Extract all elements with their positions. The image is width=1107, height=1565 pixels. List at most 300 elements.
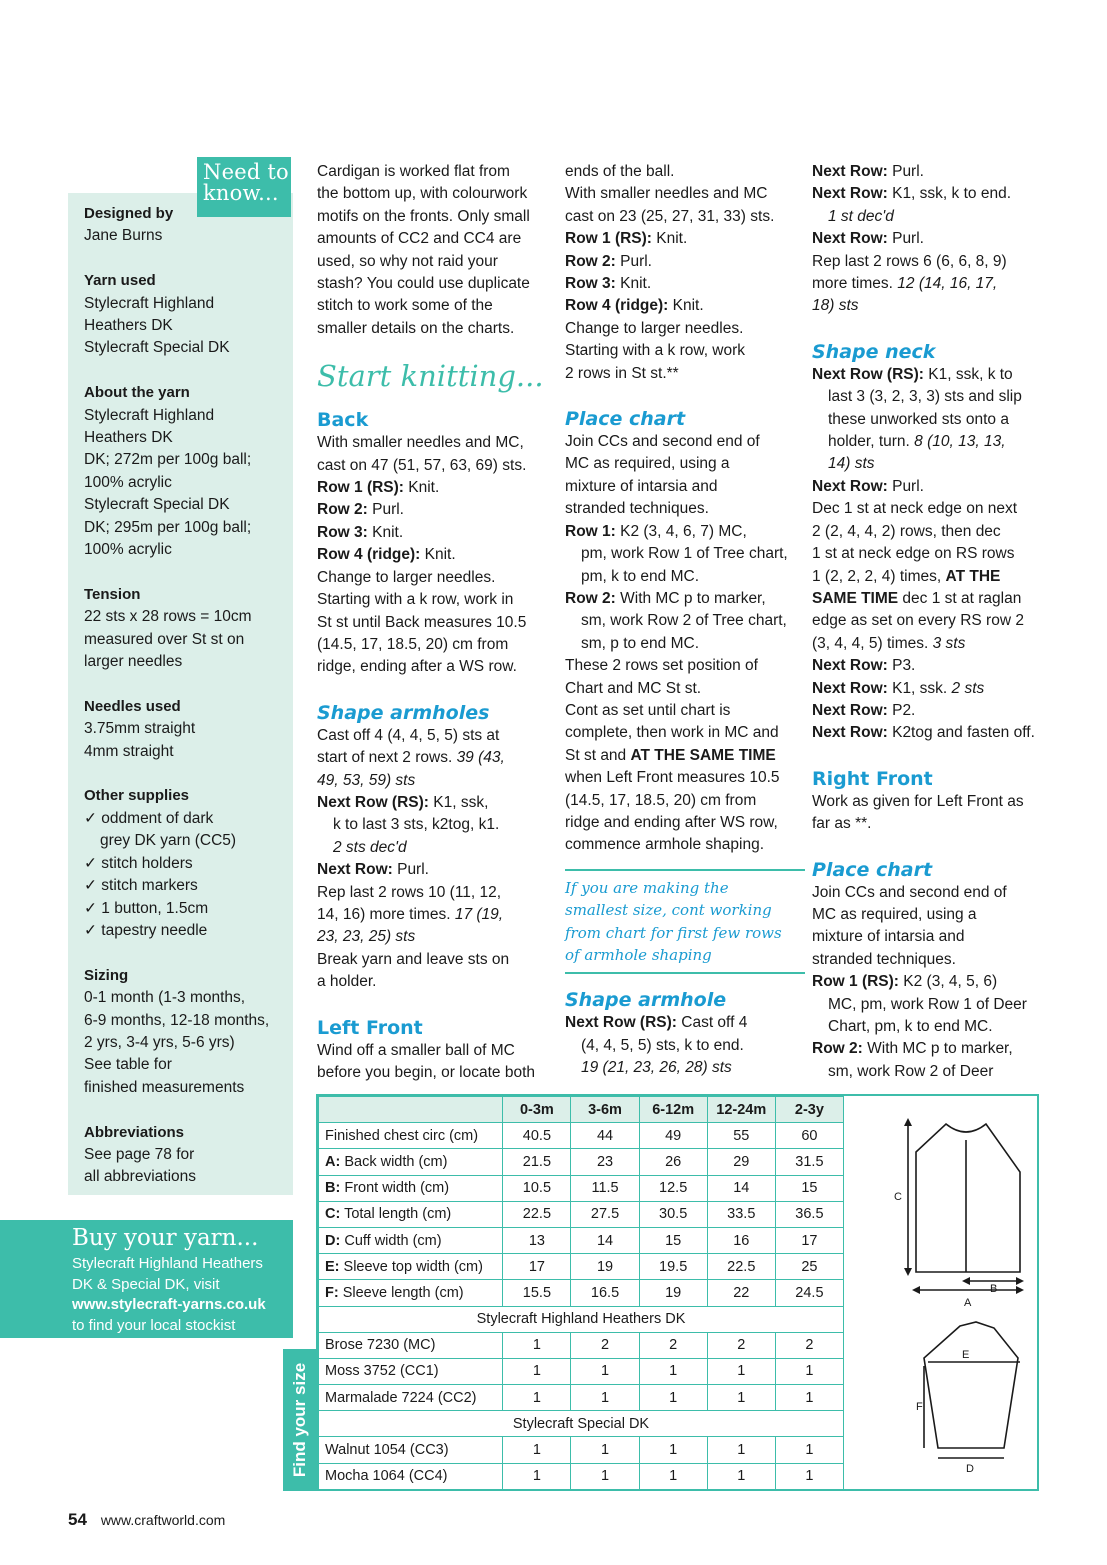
row-label-cell [319, 1123, 503, 1149]
row-label: Row 1: [565, 522, 616, 540]
row-label: Next Row: [812, 185, 888, 203]
row-text: With MC p to marker, [615, 589, 766, 607]
text-line: St st until Back measures 10.5 [317, 613, 527, 631]
yarn-subheader: Stylecraft Highland Heathers DK [319, 1306, 844, 1332]
row-instruction [317, 792, 557, 814]
text-line: (4, 4, 5, 5) sts, k to end. [581, 1036, 744, 1054]
text-line: Change to larger needles. [565, 319, 744, 337]
value-cell: 15.5 [503, 1280, 571, 1306]
table-row [319, 1149, 844, 1175]
sidebar-section-title: Designed by [84, 205, 174, 222]
text-line: mixture of intarsia and [565, 477, 718, 495]
sidebar-line: DK; 272m per 100g ball; [84, 451, 252, 469]
row-text: Purl. [887, 230, 924, 248]
row-label: Total length (cm) [340, 1206, 452, 1223]
emphasis: SAME TIME [812, 589, 899, 607]
value-cell: 10.5 [503, 1175, 571, 1201]
row-instruction [812, 364, 1052, 386]
row-text: Purl. [392, 861, 429, 879]
row-label: Sleeve length (cm) [338, 1284, 464, 1301]
value-cell: 1 [503, 1385, 571, 1411]
row-text: P3. [887, 657, 916, 675]
value-cell: 44 [571, 1123, 639, 1149]
row-text: With MC p to marker, [862, 1040, 1013, 1058]
dimension-letter: C: [325, 1206, 341, 1223]
text-line: stash? You could use duplicate [317, 275, 530, 293]
diagram-label-a: A [964, 1297, 972, 1309]
supply-item: ✓ stitch markers [84, 877, 198, 895]
value-cell: 21.5 [503, 1149, 571, 1175]
page-number: 54 [68, 1510, 87, 1529]
value-cell: 15 [775, 1175, 843, 1201]
badge-line: know... [203, 181, 279, 205]
arrow-head [1016, 1277, 1024, 1285]
value-cell: 1 [571, 1385, 639, 1411]
text-line: With smaller needles and MC [565, 185, 768, 203]
value-cell: 17 [775, 1227, 843, 1253]
value-cell: 33.5 [707, 1201, 775, 1227]
stitch-count: 12 (14, 16, 17, [897, 275, 998, 293]
value-cell: 1 [503, 1358, 571, 1384]
row-label: Next Row (RS): [317, 793, 429, 811]
diagram-label-c: C [894, 1191, 902, 1203]
row-label-cell [319, 1358, 503, 1384]
row-label: Next Row: [317, 861, 393, 879]
row-label: Row 2: [317, 501, 368, 519]
column-2 [565, 161, 805, 1080]
value-cell: 23 [571, 1149, 639, 1175]
text-line: Work as given for Left Front as [812, 792, 1024, 810]
text-line: cast on 23 (25, 27, 31, 33) sts. [565, 207, 775, 225]
row-instruction [565, 273, 805, 295]
text-line: these unworked sts onto a [828, 410, 1009, 428]
sidebar-section [84, 785, 289, 942]
row-label-cell [319, 1463, 503, 1489]
sidebar-line: 22 sts x 28 rows = 10cm [84, 608, 252, 626]
text-span: more times. [812, 275, 898, 293]
column-1 [317, 161, 557, 1084]
back-heading: Back [317, 409, 369, 432]
value-cell: 49 [639, 1123, 707, 1149]
row-label: Moss 3752 (CC1) [325, 1363, 439, 1380]
row-text: K1, ssk, k to [923, 365, 1013, 383]
sidebar-line: all abbreviations [84, 1168, 197, 1186]
row-label: Mocha 1064 (CC4) [325, 1468, 448, 1485]
text-line: stranded techniques. [812, 950, 956, 968]
shape-neck-heading: Shape neck [812, 340, 936, 363]
value-cell: 19 [571, 1254, 639, 1280]
value-cell: 16 [707, 1227, 775, 1253]
value-cell: 36.5 [775, 1201, 843, 1227]
text-line: ends of the ball. [565, 163, 675, 180]
row-instruction [317, 544, 557, 566]
text-line: edge as set on every RS row 2 [812, 612, 1024, 630]
row-text: Purl. [367, 501, 404, 519]
text-line: Starting with a k row, work in [317, 591, 514, 609]
value-cell: 1 [775, 1385, 843, 1411]
text-line: the bottom up, with colourwork [317, 185, 528, 203]
row-label-cell [319, 1201, 503, 1227]
text-line: sm, work Row 2 of Deer [828, 1062, 994, 1080]
table-row [319, 1254, 844, 1280]
supply-item: ✓ oddment of dark [84, 809, 214, 827]
value-cell: 1 [571, 1358, 639, 1384]
buy-line: to find your local stockist [72, 1316, 236, 1334]
row-label-cell [319, 1332, 503, 1358]
text-line [812, 273, 1052, 295]
value-cell: 1 [639, 1385, 707, 1411]
value-cell: 27.5 [571, 1201, 639, 1227]
row-instruction [565, 521, 805, 543]
arrow-head [904, 1268, 912, 1276]
stitch-count: 23, 23, 25) sts [317, 928, 416, 946]
text-line: mixture of intarsia and [812, 928, 965, 946]
sidebar-line: 100% acrylic [84, 541, 172, 559]
sidebar-section-title: Sizing [84, 966, 129, 984]
row-instruction [812, 1038, 1052, 1060]
row-label: Row 2: [565, 252, 616, 270]
row-text: K1, ssk, [428, 793, 489, 811]
text-line: cast on 47 (51, 57, 63, 69) sts. [317, 456, 527, 474]
shape-armhole-heading: Shape armhole [565, 989, 727, 1012]
value-cell: 19.5 [639, 1254, 707, 1280]
row-text: Knit. [403, 479, 440, 497]
value-cell: 12.5 [639, 1175, 707, 1201]
value-cell: 17 [503, 1254, 571, 1280]
value-cell: 1 [571, 1463, 639, 1489]
column-3 [812, 161, 1052, 1083]
text-line: smaller details on the charts. [317, 319, 515, 337]
row-label: Next Row (RS): [565, 1014, 677, 1032]
sidebar-line: Stylecraft Highland [84, 294, 215, 312]
dimension-letter: A: [325, 1153, 341, 1170]
value-cell: 1 [503, 1463, 571, 1489]
supply-item: ✓ 1 button, 1.5cm [84, 899, 209, 917]
yarn-subheader-row [319, 1306, 844, 1332]
value-cell: 26 [639, 1149, 707, 1175]
text-line: Join CCs and second end of [565, 433, 760, 451]
row-instruction [812, 183, 1052, 205]
text-line: MC as required, using a [812, 905, 977, 923]
diagram-label-d: D [966, 1463, 974, 1475]
row-text: P2. [887, 701, 916, 719]
sidebar-line: Heathers DK [84, 429, 173, 447]
sidebar-line: Stylecraft Special DK [84, 496, 230, 514]
row-instruction [812, 161, 1052, 183]
emphasis: AT THE SAME TIME [630, 746, 776, 764]
value-cell: 1 [707, 1358, 775, 1384]
text-line: k to last 3 sts, k2tog, k1. [333, 816, 500, 834]
buy-your-yarn-box [0, 1220, 293, 1338]
text-line [317, 747, 557, 769]
row-label: Row 3: [317, 523, 368, 541]
row-label: Walnut 1054 (CC3) [325, 1442, 449, 1459]
row-label-cell [319, 1149, 503, 1175]
row-label: Next Row (RS): [812, 365, 924, 383]
dimension-letter: B: [325, 1180, 341, 1197]
value-cell: 13 [503, 1227, 571, 1253]
sidebar-line: See table for [84, 1056, 172, 1074]
row-text: K2 (3, 4, 5, 6) [898, 973, 998, 991]
row-text: Purl. [887, 477, 924, 495]
row-text: Purl. [887, 163, 924, 180]
value-cell: 1 [707, 1463, 775, 1489]
sidebar-line: DK; 295m per 100g ball; [84, 518, 252, 536]
right-front-heading: Right Front [812, 767, 933, 790]
text-line: Cast off 4 (4, 4, 5, 5) sts at [317, 726, 500, 744]
text-line: pm, k to end MC. [581, 567, 700, 585]
size-table [318, 1096, 844, 1490]
text-line: when Left Front measures 10.5 [565, 769, 780, 787]
row-label-cell [319, 1385, 503, 1411]
table-row [319, 1201, 844, 1227]
buy-url-link[interactable]: www.stylecraft-yarns.co.uk [72, 1296, 266, 1313]
column-header: 0-3m [503, 1097, 571, 1123]
value-cell: 1 [639, 1463, 707, 1489]
yarn-subheader: Stylecraft Special DK [319, 1411, 844, 1437]
text-line: ridge, ending after a WS row. [317, 658, 517, 676]
row-label-cell [319, 1437, 503, 1463]
value-cell: 14 [707, 1175, 775, 1201]
sidebar-section [84, 270, 289, 360]
column-header: 6-12m [639, 1097, 707, 1123]
value-cell: 1 [639, 1437, 707, 1463]
row-instruction [812, 678, 1052, 700]
note-line: If you are making the [565, 878, 729, 897]
value-cell: 24.5 [775, 1280, 843, 1306]
text-span: (3, 4, 4, 5) times. [812, 634, 933, 652]
value-cell: 16.5 [571, 1280, 639, 1306]
table-row [319, 1123, 844, 1149]
sidebar-section-title: Other supplies [84, 787, 190, 805]
note-line: smallest size, cont working [565, 901, 772, 920]
text-line: Chart, pm, k to end MC. [828, 1018, 993, 1035]
diagram-label-f: F [916, 1401, 923, 1413]
diagram-label-e: E [962, 1349, 970, 1361]
text-line: Dec 1 st at neck edge on next [812, 500, 1018, 518]
column-header: 3-6m [571, 1097, 639, 1123]
row-instruction [565, 251, 805, 273]
row-text: Knit. [668, 297, 704, 315]
sidebar-line: measured over St st on [84, 630, 245, 648]
text-line [317, 904, 557, 926]
value-cell: 60 [775, 1123, 843, 1149]
note-line: from chart for first few rows [565, 923, 782, 942]
value-cell: 2 [775, 1332, 843, 1358]
website-link[interactable]: www.craftworld.com [100, 1512, 226, 1528]
row-label: Next Row: [812, 163, 888, 180]
emphasis: AT THE [945, 567, 1001, 585]
text-line: used, so why not raid your [317, 252, 498, 270]
row-instruction [317, 499, 557, 521]
left-front-heading: Left Front [317, 1016, 423, 1039]
stitch-count: 14) sts [828, 455, 875, 473]
value-cell: 22.5 [707, 1254, 775, 1280]
row-label: Marmalade 7224 (CC2) [325, 1389, 477, 1406]
text-line: Rep last 2 rows 6 (6, 6, 8, 9) [812, 252, 1007, 270]
table-header-row [319, 1097, 844, 1123]
row-label-cell [319, 1280, 503, 1306]
row-instruction [317, 859, 557, 881]
stitch-count: 19 (21, 23, 26, 28) sts [581, 1059, 732, 1077]
text-line [812, 633, 1052, 655]
sidebar-section-title: About the yarn [84, 384, 190, 402]
row-label: Row 4 (ridge): [565, 297, 669, 315]
badge-line: Need to [203, 160, 289, 184]
row-instruction [812, 971, 1052, 993]
text-line: Change to larger needles. [317, 568, 496, 586]
value-cell: 1 [503, 1437, 571, 1463]
arrow-head [904, 1118, 912, 1126]
dimension-letter: D: [325, 1232, 341, 1249]
text-line: (14.5, 17, 18.5, 20) cm from [317, 635, 509, 653]
column-header: 2-3y [775, 1097, 843, 1123]
sidebar-line: 3.75mm straight [84, 720, 196, 738]
row-label: Row 3: [565, 275, 616, 293]
value-cell: 19 [639, 1280, 707, 1306]
row-label: Next Row: [812, 724, 888, 742]
value-cell: 1 [775, 1463, 843, 1489]
row-label: Front width (cm) [340, 1180, 450, 1197]
value-cell: 55 [707, 1123, 775, 1149]
smallest-size-note [565, 869, 805, 975]
row-instruction [565, 228, 805, 250]
supply-item: grey DK yarn (CC5) [100, 832, 237, 850]
row-label: Row 1 (RS): [812, 973, 899, 991]
row-label: Next Row: [812, 477, 888, 495]
stitch-count: 17 (19, [454, 905, 504, 923]
row-instruction [812, 722, 1052, 744]
value-cell: 1 [639, 1358, 707, 1384]
value-cell: 2 [639, 1332, 707, 1358]
find-your-size-tab [283, 1349, 317, 1491]
table-row [319, 1385, 844, 1411]
row-instruction [812, 700, 1052, 722]
text-line: stitch to work some of the [317, 297, 493, 315]
row-instruction [565, 1012, 805, 1034]
row-instruction [812, 655, 1052, 677]
text-line [812, 566, 1052, 588]
value-cell: 30.5 [639, 1201, 707, 1227]
row-label: Back width (cm) [340, 1153, 448, 1170]
row-text: K2 (3, 4, 6, 7) MC, [615, 522, 747, 540]
supply-item: ✓ tapestry needle [84, 921, 208, 939]
page-footer [68, 1510, 225, 1530]
sidebar-section [84, 1122, 289, 1189]
sidebar-section [84, 203, 289, 248]
text-span: holder, turn. [828, 433, 915, 451]
text-line: Join CCs and second end of [812, 883, 1007, 901]
sidebar-line: 4mm straight [84, 742, 174, 760]
yarn-subheader-row [319, 1411, 844, 1437]
text-span: dec 1 st at raglan [898, 589, 1022, 607]
row-label-cell [319, 1175, 503, 1201]
size-table-panel [316, 1094, 1039, 1491]
value-cell: 1 [707, 1437, 775, 1463]
shape-armholes-heading: Shape armholes [317, 701, 490, 724]
table-row [319, 1227, 844, 1253]
text-line [812, 588, 1052, 610]
row-text: K1, ssk, k to end. [887, 185, 1011, 203]
stitch-count: 18) sts [812, 297, 859, 315]
sidebar-line: Jane Burns [84, 227, 163, 245]
value-cell: 31.5 [775, 1149, 843, 1175]
text-line: sm, work Row 2 of Tree chart, [581, 612, 787, 630]
row-instruction [812, 476, 1052, 498]
text-line: Cont as set until chart is [565, 701, 731, 719]
sidebar-content [84, 203, 289, 1211]
column-header: 12-24m [707, 1097, 775, 1123]
value-cell: 11.5 [571, 1175, 639, 1201]
dimension-letter: F: [325, 1284, 339, 1301]
sidebar-section [84, 584, 289, 674]
row-label: Next Row: [812, 701, 888, 719]
text-line: Wind off a smaller ball of MC [317, 1041, 515, 1059]
table-row [319, 1175, 844, 1201]
value-cell: 2 [707, 1332, 775, 1358]
arrow-head [912, 1286, 920, 1294]
place-chart-heading: Place chart [565, 408, 686, 431]
text-line: Starting with a k row, work [565, 342, 746, 360]
value-cell: 1 [775, 1358, 843, 1384]
value-cell: 1 [571, 1437, 639, 1463]
table-row [319, 1358, 844, 1384]
value-cell: 2 [571, 1332, 639, 1358]
text-line: before you begin, or locate both [317, 1064, 536, 1081]
text-span: 14, 16) more times. [317, 905, 455, 923]
arrow-head [1016, 1286, 1024, 1294]
text-line: a holder. [317, 973, 377, 991]
sidebar-section [84, 965, 289, 1099]
row-label: Row 1 (RS): [317, 479, 404, 497]
row-text: Knit. [420, 546, 456, 564]
row-label: Finished chest circ (cm) [325, 1127, 479, 1144]
text-line: MC as required, using a [565, 455, 730, 473]
buy-line: Stylecraft Highland Heathers [72, 1255, 263, 1272]
stitch-count: 8 (10, 13, 13, [914, 433, 1006, 451]
text-line: commence armhole shaping. [565, 836, 765, 854]
note-line: of armhole shaping [565, 946, 712, 964]
text-line: (14.5, 17, 18.5, 20) cm from [565, 791, 757, 809]
row-label: Next Row: [812, 230, 888, 248]
sidebar-section-title: Yarn used [84, 272, 156, 290]
text-span: St st and [565, 746, 631, 764]
sidebar-line: Heathers DK [84, 317, 173, 335]
table-row [319, 1463, 844, 1489]
stitch-count: 1 st dec'd [828, 207, 894, 225]
row-text: Knit. [615, 275, 652, 293]
stitch-count: 2 sts [951, 679, 985, 697]
text-line: These 2 rows set position of [565, 657, 758, 675]
row-label: Brose 7230 (MC) [325, 1337, 436, 1354]
sidebar-line: Stylecraft Special DK [84, 339, 230, 357]
stitch-count: 39 (43, [456, 749, 505, 767]
value-cell: 40.5 [503, 1123, 571, 1149]
row-label-cell [319, 1227, 503, 1253]
arrow-head [962, 1277, 970, 1285]
buy-line: DK & Special DK, visit [72, 1275, 220, 1293]
row-text: Knit. [651, 230, 688, 248]
text-line: Cardigan is worked flat from [317, 163, 510, 180]
sidebar-line: 6-9 months, 12-18 months, [84, 1011, 270, 1029]
column-header [319, 1097, 503, 1123]
sidebar-section-title: Tension [84, 585, 141, 603]
row-label: Next Row: [812, 679, 888, 697]
text-line: Break yarn and leave sts on [317, 950, 510, 968]
buy-title: Buy your yarn... [72, 1225, 259, 1251]
text-line: 2 rows in St st.** [565, 364, 679, 382]
stitch-count: 49, 53, 59) sts [317, 771, 416, 789]
